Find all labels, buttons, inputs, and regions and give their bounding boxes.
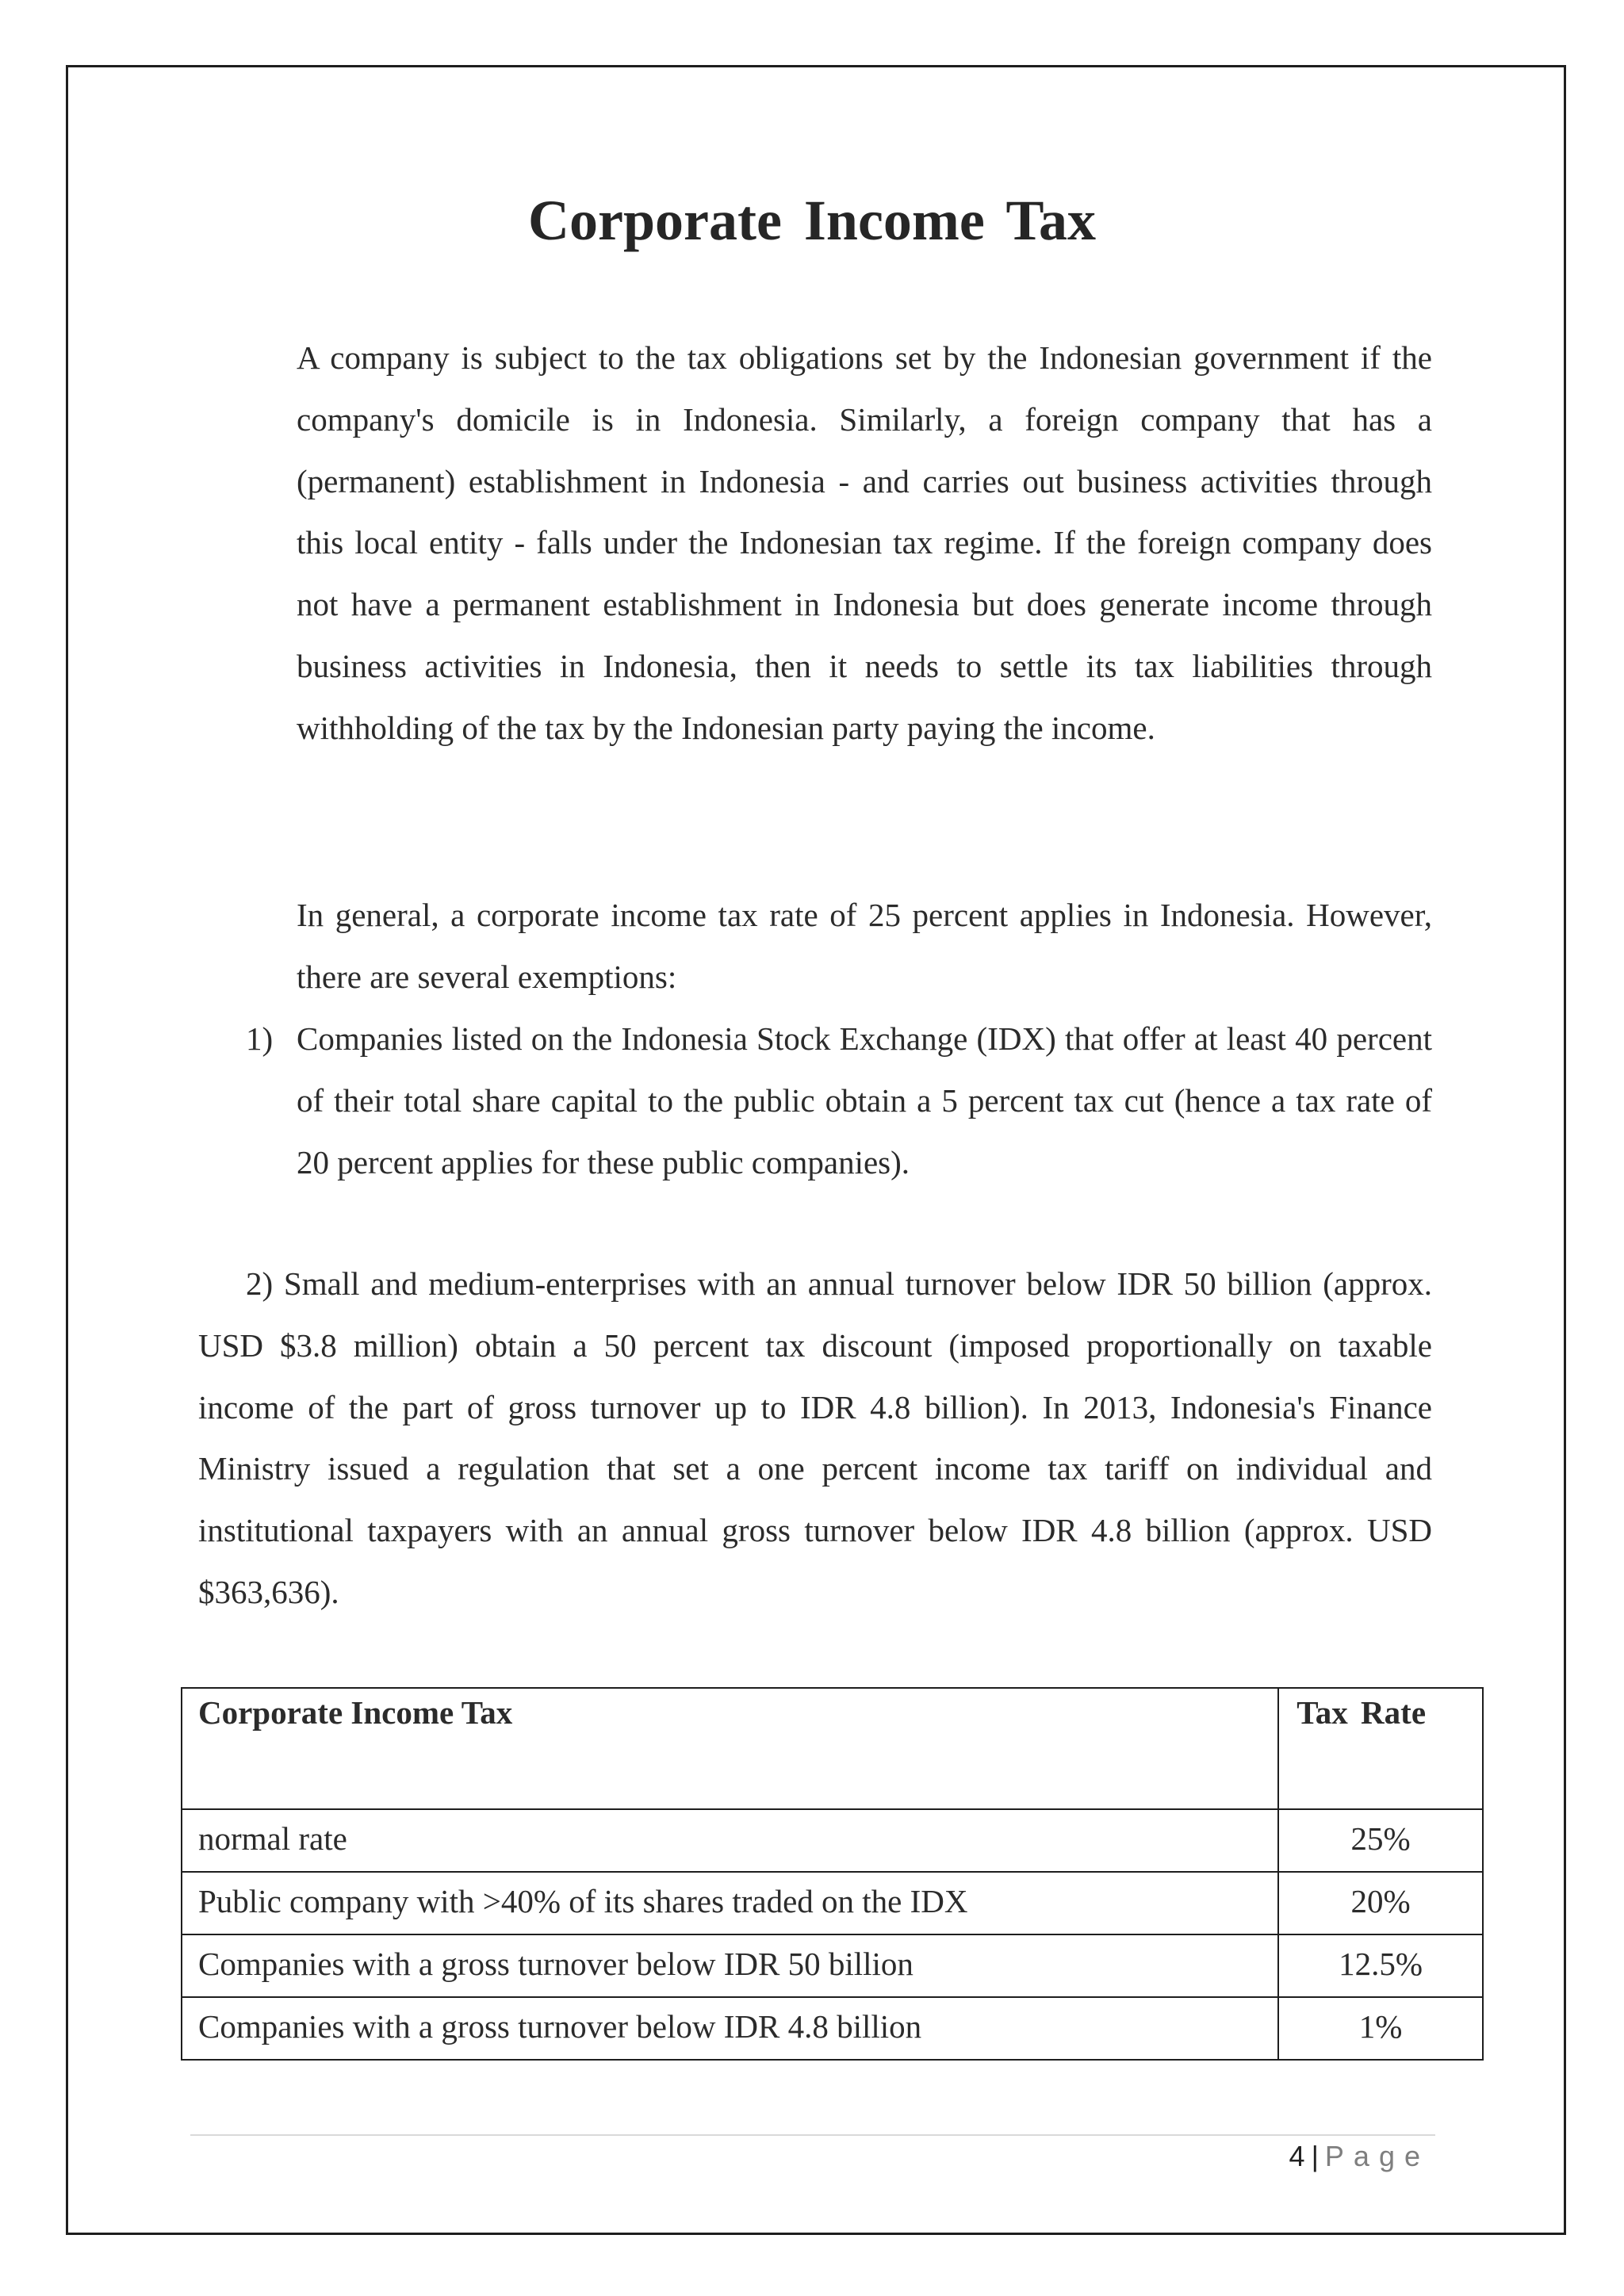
table-header-rate: Tax Rate — [1278, 1688, 1483, 1809]
table-cell-rate: 1% — [1278, 1997, 1483, 2060]
list-item-number: 1) — [246, 1020, 274, 1057]
page-footer — [1289, 2139, 1430, 2174]
table-header-row — [182, 1688, 1483, 1809]
page-number: 4 — [1289, 2140, 1305, 2172]
table-row — [182, 1872, 1483, 1934]
table-cell-rate: 20% — [1278, 1872, 1483, 1934]
table-cell-description: Companies with a gross turnover below IDR 4.8 billion — [182, 1997, 1278, 2060]
list-item-public-companies: Companies listed on the Indonesia Stock Exchange (IDX) that offer at least 40 percent of their total share capital to the public obtain a 5 percent tax cut (hence a tax rate of 20 percent applies for these public companies). — [297, 1020, 1432, 1181]
intro-paragraph: A company is subject to the tax obligations set by the Indonesian government if the company's domicile is in Indonesia. Similarly, a foreign company that has a (permanent) establishment in Indonesia - and carries out business activities through this local entity - falls under the Indonesian tax regime. If the foreign company does not have a permanent establishment in Indonesia but does generate income through business activities in Indonesia, then it needs to settle its tax liabilities through withholding of the tax by the Indonesian party paying the income. — [297, 339, 1432, 746]
table-cell-description: normal rate — [182, 1809, 1278, 1872]
page-label: Page — [1324, 2140, 1430, 2172]
general-rate-paragraph: In general, a corporate income tax rate of 25 percent applies in Indonesia. However, there are several exemptions: — [297, 897, 1432, 995]
table-cell-rate: 25% — [1278, 1809, 1483, 1872]
table-cell-description: Public company with >40% of its shares traded on the IDX — [182, 1872, 1278, 1934]
page-title: Corporate Income Tax — [528, 189, 1096, 252]
table-row — [182, 1809, 1483, 1872]
footer-divider — [190, 2134, 1435, 2136]
tax-rate-table — [181, 1687, 1484, 2061]
table-cell-description: Companies with a gross turnover below IDR 50 billion — [182, 1934, 1278, 1997]
table-row — [182, 1934, 1483, 1997]
table-row — [182, 1997, 1483, 2060]
list-item-sme: 2) Small and medium-enterprises with an annual turnover below IDR 50 billion (approx. USD $3.8 million) obtain a 50 percent tax discount (imposed proportionally on taxable income of the part of gross turnover up to IDR 4.8 billion). In 2013, Indonesia's Finance Ministry issued a regulation that set a one percent income tax tariff on individual and institutional taxpayers with an annual gross turnover below IDR 4.8 billion (approx. USD $363,636). — [198, 1265, 1432, 1610]
table-header-description: Corporate Income Tax — [182, 1688, 1278, 1809]
footer-separator: | — [1311, 2140, 1319, 2172]
table-cell-rate: 12.5% — [1278, 1934, 1483, 1997]
